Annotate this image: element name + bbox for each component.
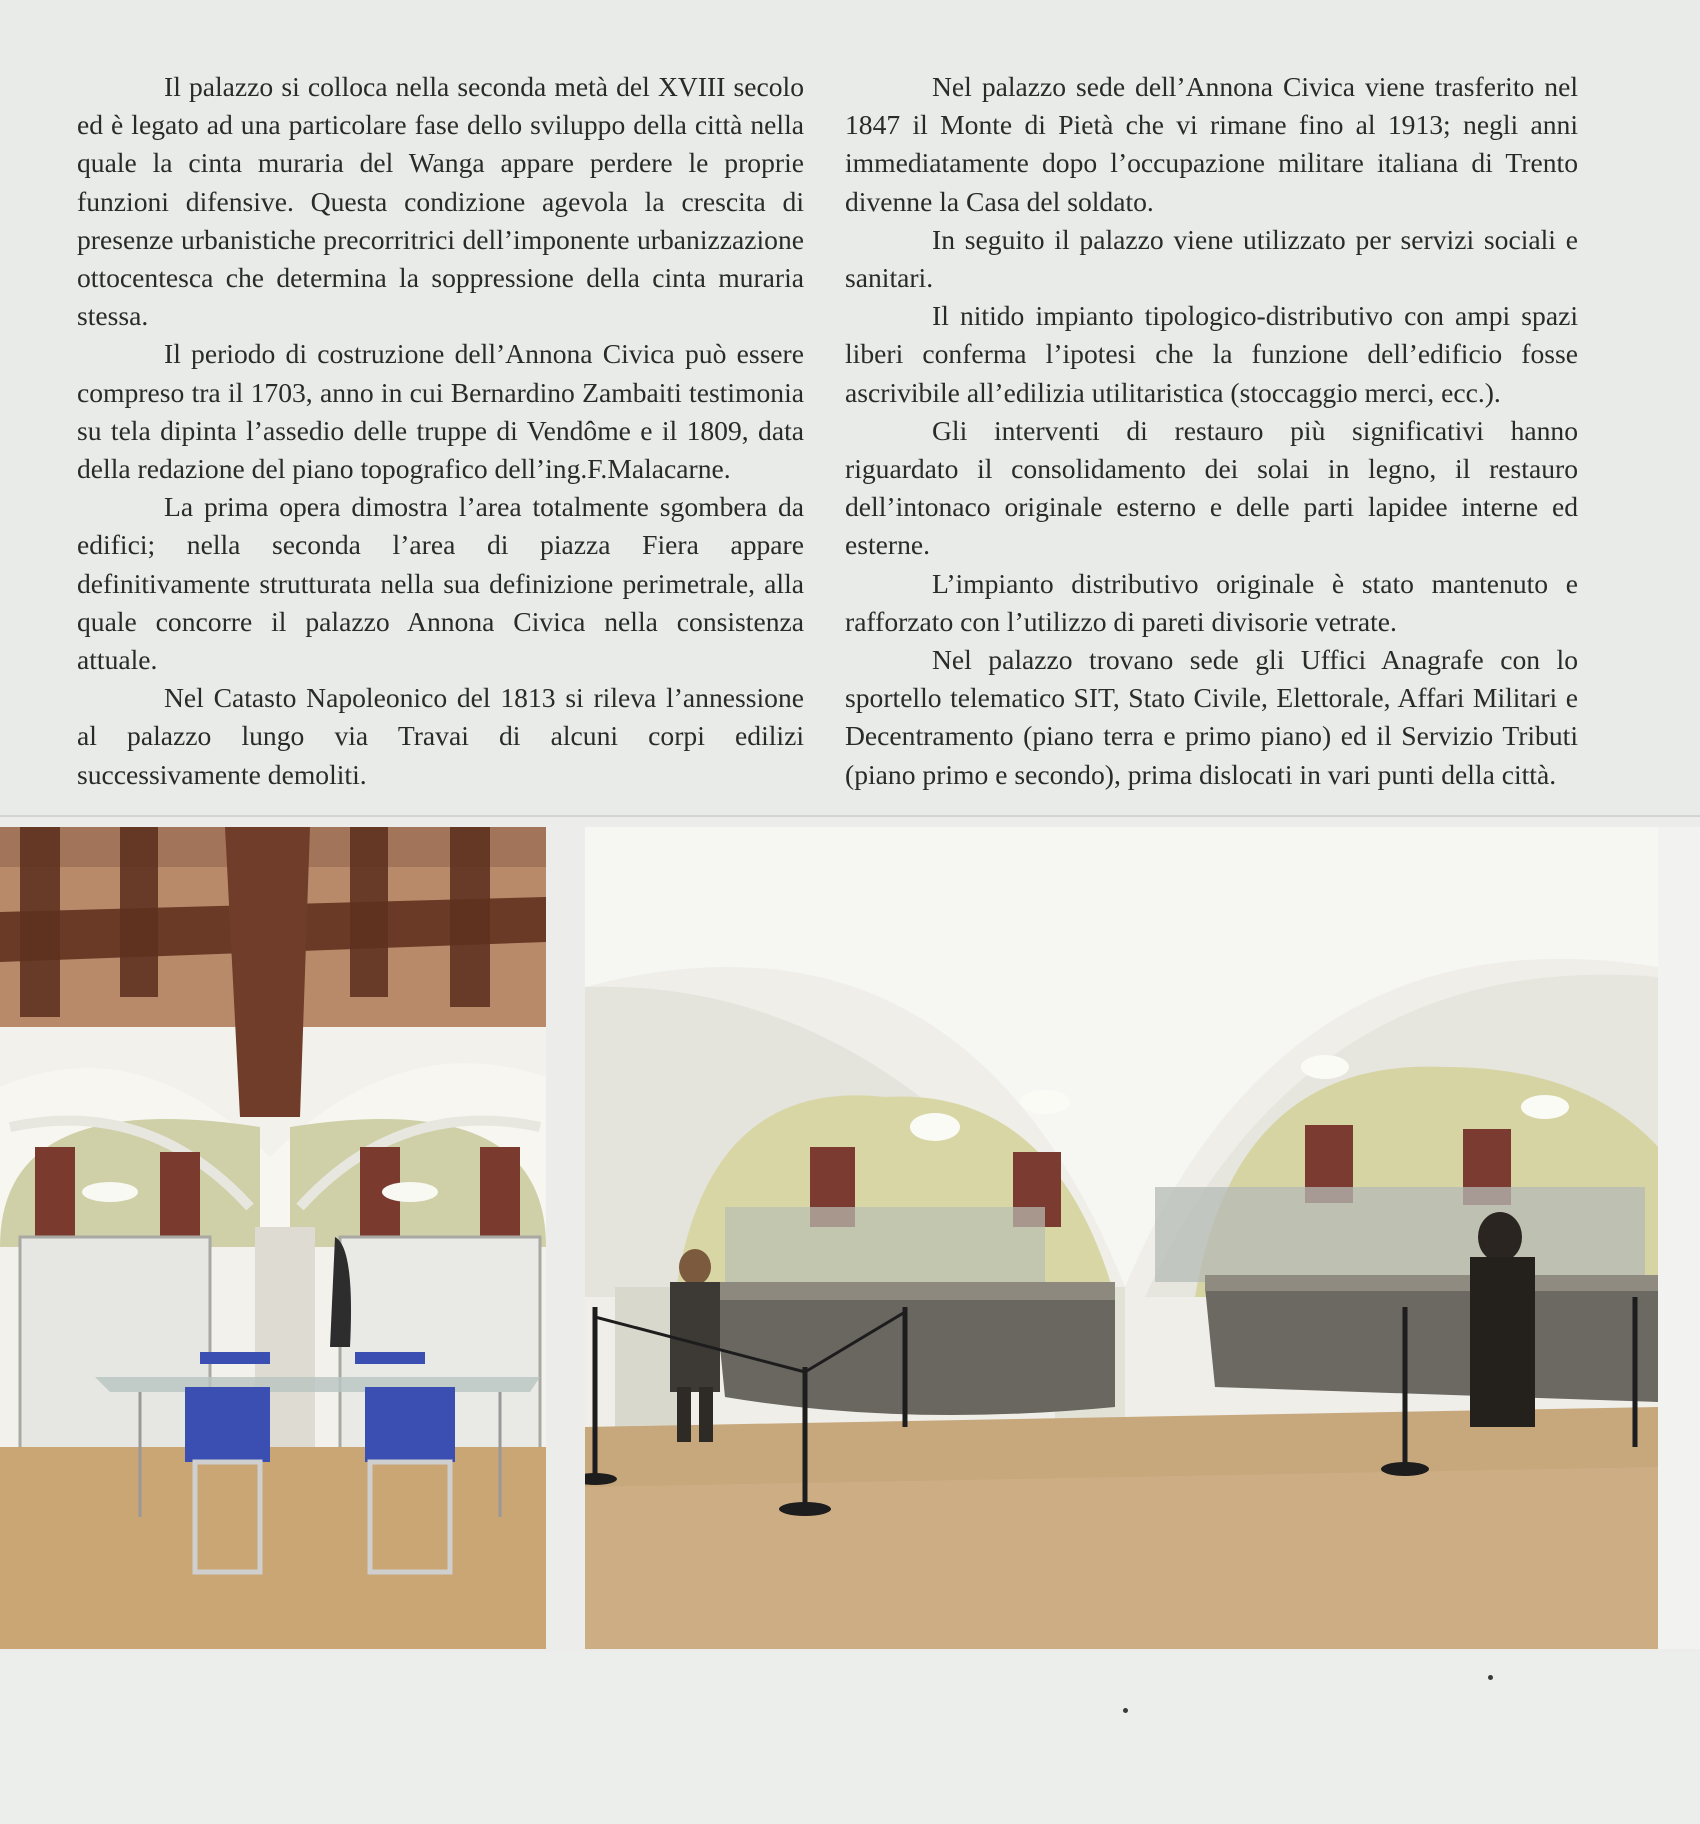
text-page [0,0,1700,817]
paragraph: Il nitido impianto tipologico-distributivo con ampi spazi liberi conferma l’ipotesi che la funzione dell’edificio fosse ascrivibile all’edilizia utilitaristica (stoccaggio merci, ecc.). [845,300,1578,408]
scan-speck [1488,1675,1493,1680]
paragraph: Il palazzo si colloca nella seconda metà del XVIII secolo ed è legato ad una particolare fase dello sviluppo della città nella quale la cinta muraria del Wanga appare perdere le proprie funzioni difensive. Questa condizione agevola la crescita di presenze urbanistiche precorritrici dell’imponente urbanizzazione ottocentesca che determina la soppressione della cinta muraria stessa. [77,71,804,332]
paragraph: Gli interventi di restauro più significativi hanno riguardato il consolidamento dei solai in legno, il restauro dell’intonaco originale esterno e delle parti lapidee interne ed esterne. [845,414,1578,561]
scan-speck [1123,1708,1128,1713]
interior-photo-counters-drawing [585,827,1658,1649]
interior-photo-beams-drawing [0,827,546,1649]
interior-photo-beams [0,827,546,1649]
paragraph: La prima opera dimostra l’area totalmente sgombera da edifici; nella seconda l’area di piazza Fiera appare definitivamente strutturata nella sua definizione perimetrale, alla quale concorre il palazzo Annona Civica nella consistenza attuale. [77,491,804,676]
paragraph: L’impianto distributivo originale è stato mantenuto e rafforzato con l’utilizzo di pareti divisorie vetrate. [845,567,1578,637]
paragraph: In seguito il palazzo viene utilizzato per servizi sociali e sanitari. [845,223,1578,294]
left-text-column [77,68,804,794]
right-text-column [845,68,1578,794]
page-margin [1658,827,1700,1649]
paragraph: Nel palazzo sede dell’Annona Civica viene trasferito nel 1847 il Monte di Pietà che vi rimane fino al 1913; negli anni immediatamente dopo l’occupazione militare italiana di Trento divenne la Casa del soldato. [845,71,1578,217]
interior-photo-counters [585,827,1658,1649]
paragraph: Il periodo di costruzione dell’Annona Civica può essere compreso tra il 1703, anno in cui Bernardino Zambaiti testimonia su tela dipinta l’assedio delle truppe di Vendôme e il 1809, data della redazione del piano topografico dell’ing.F.Malacarne. [77,338,804,485]
page-bottom-margin [0,1652,1700,1824]
paragraph: Nel Catasto Napoleonico del 1813 si rileva l’annessione al palazzo lungo via Travai di alcuni corpi edilizi successivamente demoliti. [77,682,804,790]
paragraph: Nel palazzo trovano sede gli Uffici Anagrafe con lo sportello telematico SIT, Stato Civile, Elettorale, Affari Militari e Decentramento (piano terra e primo piano) ed il Servizio Tributi (piano primo e secondo), prima dislocati in vari punti della città. [845,644,1578,790]
